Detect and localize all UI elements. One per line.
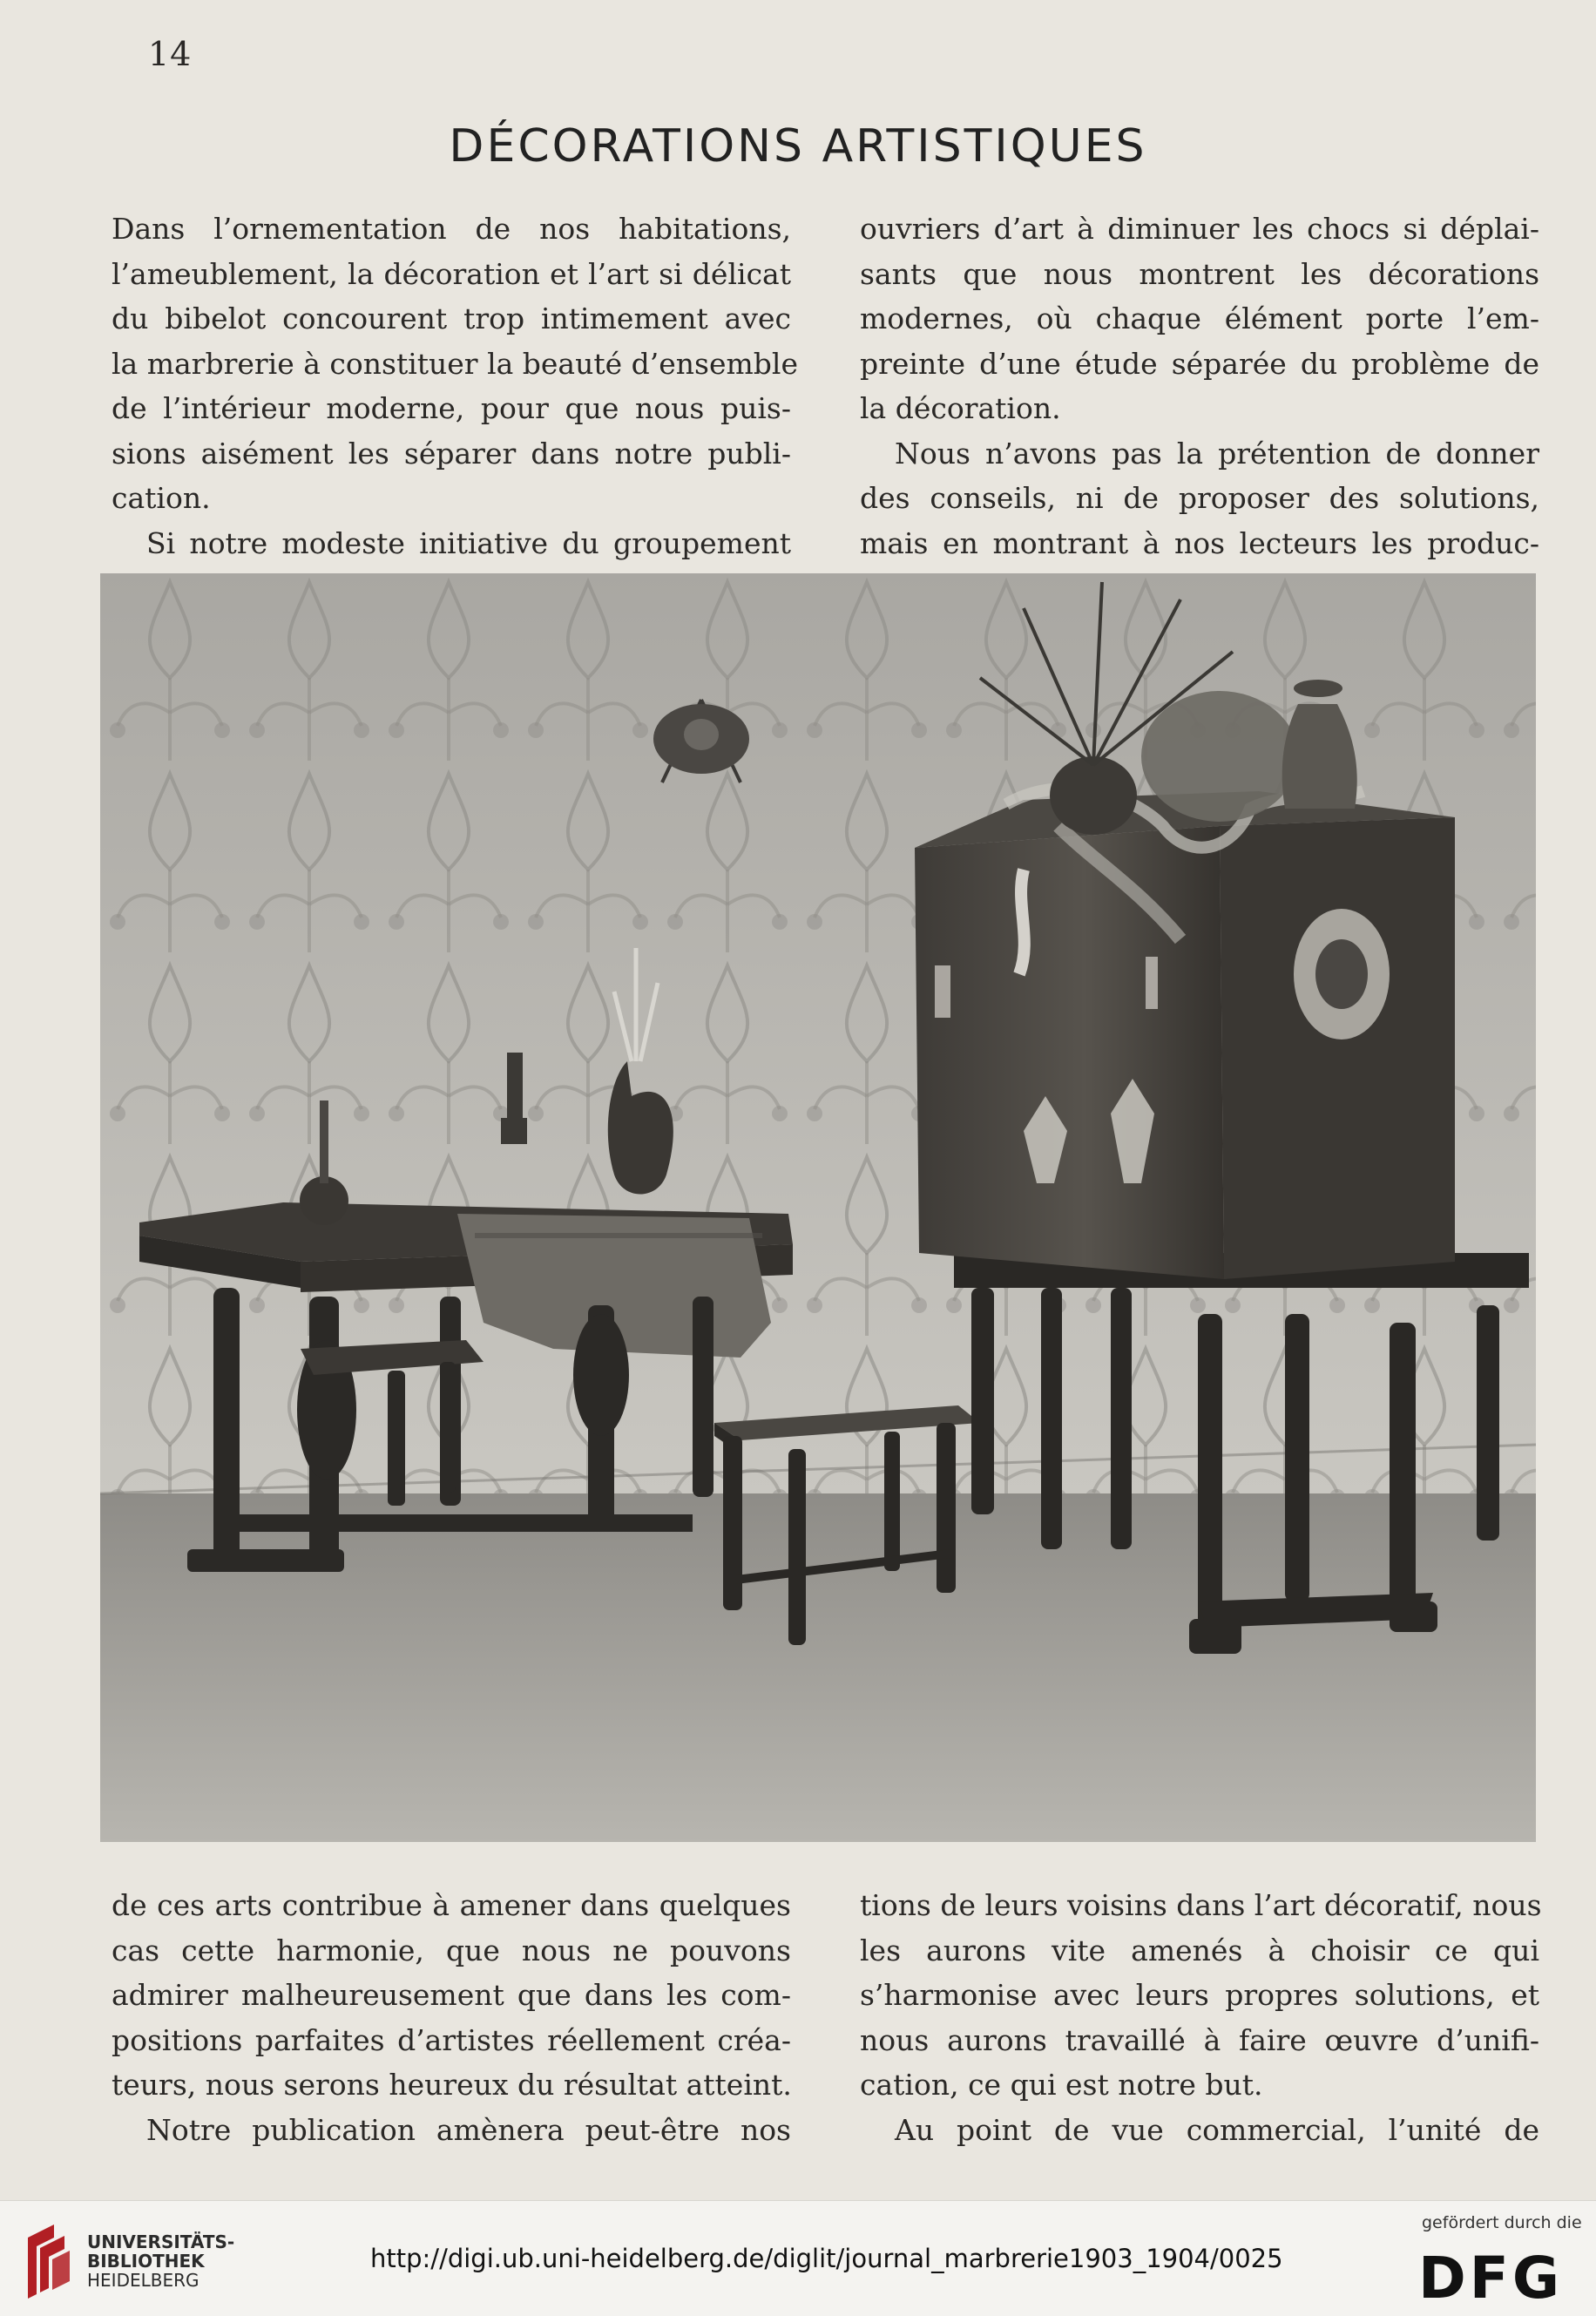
page-number: 14 [148, 35, 193, 73]
library-name-line: UNIVERSITÄTS- [87, 2231, 235, 2252]
text-line: des conseils, ni de proposer des solutions, [860, 481, 1539, 515]
text-line: la décoration. [860, 391, 1061, 425]
library-logo-icon [19, 2220, 73, 2300]
text-line: Notre publication amènera peut-être nos [146, 2112, 791, 2147]
text-line: Dans l’ornementation de nos habitations, [112, 212, 791, 246]
text-line: admirer malheureusement que dans les com- [112, 1978, 791, 2012]
text-line: positions parfaites d’artistes réellement créa- [112, 2022, 791, 2057]
text-line: Si notre modeste initiative du groupement [146, 525, 791, 560]
digitization-footer [0, 2200, 1596, 2316]
text-line: cation. [112, 481, 211, 515]
funded-by-label: gefördert durch die [1422, 2213, 1582, 2232]
text-line: tions de leurs voisins dans l’art décoratif, nous [860, 1888, 1542, 1922]
text-line: preinte d’une étude séparée du problème de [860, 346, 1539, 381]
text-line: sants que nous montrent les décorations [860, 256, 1539, 291]
photograph-illustration [100, 573, 1536, 1842]
text-column-top-right [860, 207, 1539, 565]
text-line: cation, ce qui est notre but. [860, 2068, 1263, 2102]
text-line: les aurons vite amenés à choisir ce qui [860, 1933, 1539, 1967]
digitization-url-link[interactable]: http://digi.ub.uni-heidelberg.de/diglit/journal_marbrerie1903_1904/0025 [370, 2244, 1283, 2273]
text-line: Au point de vue commercial, l’unité de [895, 2112, 1539, 2147]
dfg-logo: DFG [1418, 2245, 1564, 2312]
text-line: modernes, où chaque élément porte l’em- [860, 301, 1539, 335]
text-line: cas cette harmonie, que nous ne pouvons [112, 1933, 791, 1967]
library-name [87, 2232, 234, 2290]
text-line: du bibelot concourent trop intimement avec [112, 301, 791, 335]
text-line: de l’intérieur moderne, pour que nous puis- [112, 391, 791, 425]
text-line: sions aisément les séparer dans notre publi- [112, 436, 791, 471]
text-line: s’harmonise avec leurs propres solutions, et [860, 1978, 1539, 2012]
text-column-bottom-right [860, 1883, 1542, 2152]
text-line: mais en montrant à nos lecteurs les produc- [860, 525, 1539, 560]
text-line: teurs, nous serons heureux du résultat atteint. [112, 2068, 792, 2102]
text-column-top-left [112, 207, 799, 565]
text-line: Nous n’avons pas la prétention de donner [895, 436, 1539, 471]
text-column-bottom-left [112, 1883, 791, 2152]
text-line: ouvriers d’art à diminuer les chocs si déplai- [860, 212, 1539, 246]
text-line: l’ameublement, la décoration et l’art si délicat [112, 256, 791, 291]
text-line: nous aurons travaillé à faire œuvre d’unifi- [860, 2022, 1539, 2057]
library-name-line: HEIDELBERG [87, 2270, 200, 2291]
text-line: la marbrerie à constituer la beauté d’ensemble [112, 346, 799, 381]
page-title: DÉCORATIONS ARTISTIQUES [449, 120, 1147, 173]
library-name-line: BIBLIOTHEK [87, 2251, 205, 2272]
furniture-photograph [100, 573, 1536, 1842]
text-line: de ces arts contribue à amener dans quelques [112, 1888, 791, 1922]
